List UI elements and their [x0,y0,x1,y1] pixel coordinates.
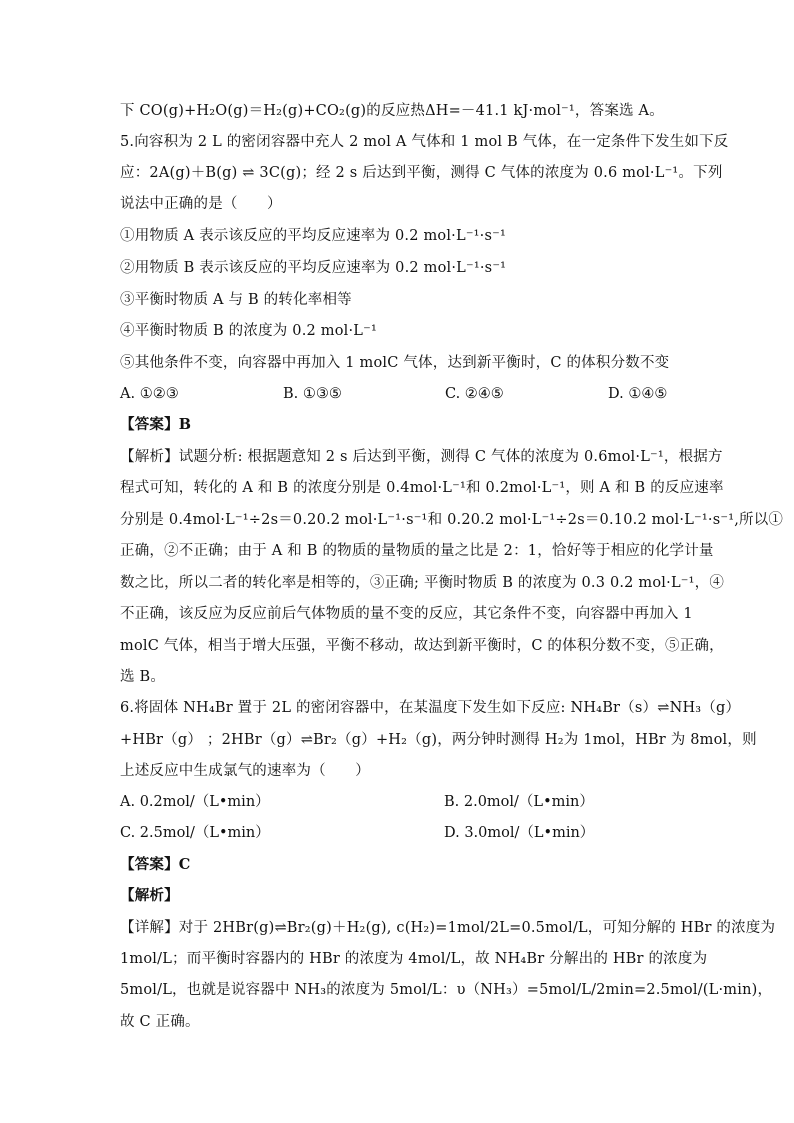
q5-analysis-line-6: 不正确，该反应为反应前后气体物质的量不变的反应，其它条件不变，向容器中再加入 1 [120,606,693,622]
q6-analysis-heading: 【解析】 [120,887,179,904]
q5-analysis-line-7: molC 气体，相当于增大压强，平衡不移动，故达到新平衡时，C 的体积分数不变，⑤正确， [120,638,724,654]
q5-statement-5: ⑤其他条件不变，向容器中再加入 1 molC 气体，达到新平衡时，C 的体积分数不变 [120,355,670,371]
q5-statement-2: ②用物质 B 表示该反应的平均反应速率为 0.2 mol·L⁻¹·s⁻¹ [120,260,507,276]
q6-detail-line-1: 【详解】对于 2HBr(g)⇌Br₂(g)＋H₂(g), c(H₂)=1mol/2L=0.5mol/L，可知分解的 HBr 的浓度为 [120,920,776,936]
q5-option-a: A. ①②③ [120,386,179,402]
q6-detail-line-3: 5mol/L，也就是说容器中 NH₃的浓度为 5mol/L：υ（NH₃）=5mol/L/2min=2.5mol/(L·min)， [120,982,773,998]
q6-option-b: B. 2.0mol/（L•min） [444,794,594,810]
q5-analysis-line-8: 选 B。 [120,669,166,685]
q6-stem-line-2: +HBr（g） ；2HBr（g）⇌Br₂（g）+H₂（g)，两分钟时测得 H₂为 1mol，HBr 为 8mol，则 [120,732,757,748]
q5-option-d: D. ①④⑤ [608,386,668,402]
q5-statement-4: ④平衡时物质 B 的浓度为 0.2 mol·L⁻¹ [120,323,377,339]
q5-answer: 【答案】B [120,416,192,433]
q6-answer: 【答案】C [120,856,191,873]
q5-stem-line-3: 说法中正确的是（ ） [120,196,282,212]
q6-option-a: A. 0.2mol/（L•min） [120,794,270,810]
q6-detail-line-2: 1mol/L；而平衡时容器内的 HBr 的浓度为 4mol/L，故 NH₄Br 分解出的 HBr 的浓度为 [120,951,708,967]
q5-stem-line-1: 5.向容积为 2 L 的密闭容器中充人 2 mol A 气体和 1 mol B 气体，在一定条件下发生如下反 [120,134,729,150]
q6-option-d: D. 3.0mol/（L•min） [444,825,595,841]
q5-analysis-line-5: 数之比，所以二者的转化率是相等的，③正确; 平衡时物质 B 的浓度为 0.3 0.2 mol·L⁻¹，④ [120,575,725,591]
q6-detail-line-4: 故 C 正确。 [120,1014,200,1030]
q5-stem-line-2: 应：2A(g)＋B(g) ⇌ 3C(g)；经 2 s 后达到平衡，测得 C 气体的浓度为 0.6 mol·L⁻¹。下列 [120,165,723,181]
q5-analysis-line-2: 程式可知，转化的 A 和 B 的浓度分别是 0.4mol·L⁻¹和 0.2mol·L⁻¹，则 A 和 B 的反应速率 [120,480,724,496]
q5-analysis-line-3: 分别是 0.4mol·L⁻¹÷2s＝0.20.2 mol·L⁻¹·s⁻¹和 0.20.2 mol·L⁻¹÷2s＝0.10.2 mol·L⁻¹·s⁻¹,所以① [120,512,784,528]
q6-stem-line-3: 上述反应中生成氯气的速率为（ ） [120,763,370,779]
q5-statement-3: ③平衡时物质 A 与 B 的转化率相等 [120,292,352,308]
q5-option-c: C. ②④⑤ [445,386,504,402]
previous-answer-tail: 下 CO(g)+H₂O(g)＝H₂(g)+CO₂(g)的反应热ΔH=－41.1 kJ·mol⁻¹，答案选 A。 [120,103,664,119]
q5-option-b: B. ①③⑤ [283,386,342,402]
q5-analysis-line-4: 正确，②不正确；由于 A 和 B 的物质的量物质的量之比是 2：1，恰好等于相应的化学计量 [120,543,714,559]
q6-stem-line-1: 6.将固体 NH₄Br 置于 2L 的密闭容器中，在某温度下发生如下反应: NH₄Br（s）⇌NH₃（g） [120,700,741,716]
q6-option-c: C. 2.5mol/（L•min） [120,825,270,841]
q5-analysis-line-1: 【解析】试题分析: 根据题意知 2 s 后达到平衡，测得 C 气体的浓度为 0.6mol·L⁻¹，根据方 [120,449,723,465]
q5-statement-1: ①用物质 A 表示该反应的平均反应速率为 0.2 mol·L⁻¹·s⁻¹ [120,228,507,244]
